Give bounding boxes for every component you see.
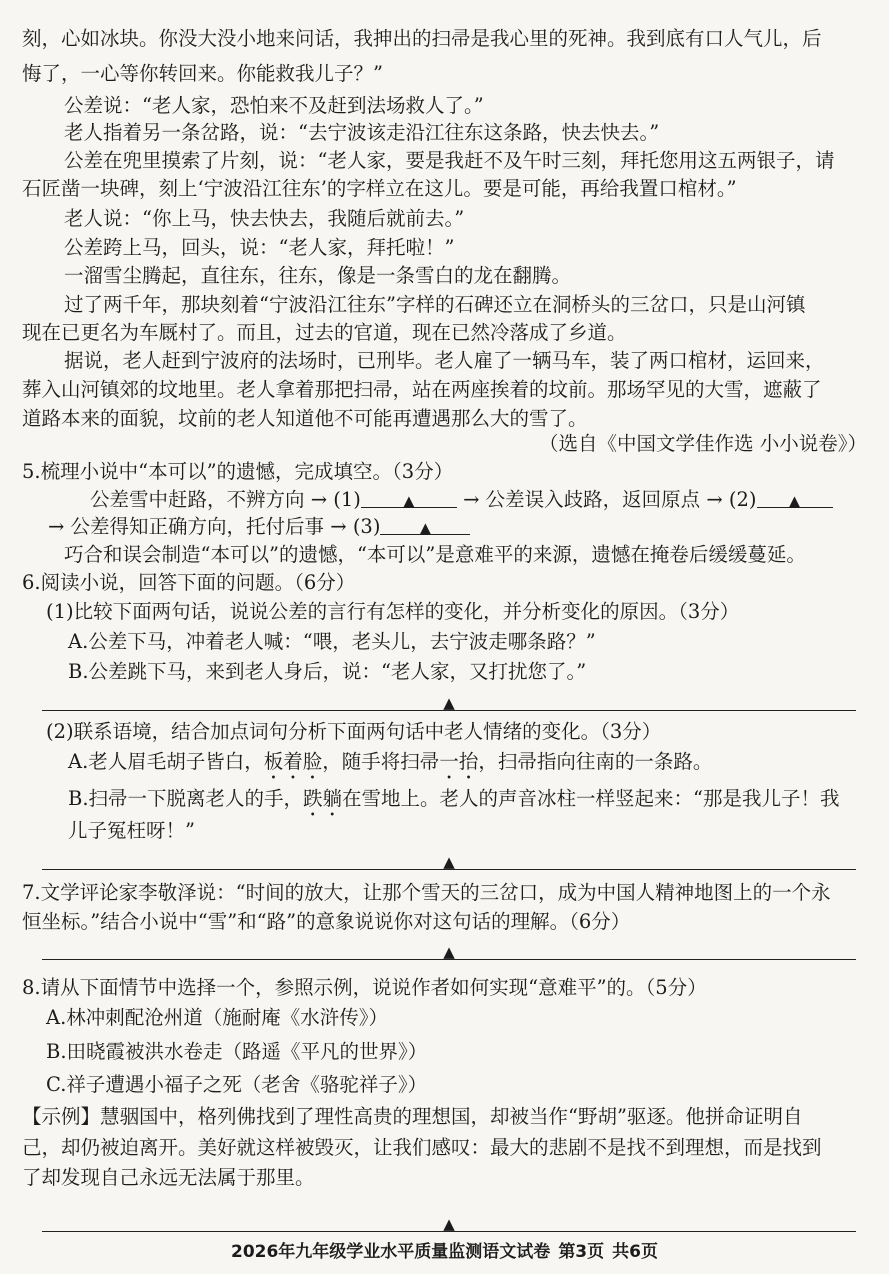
answer-blank-2[interactable] [757, 485, 833, 508]
question-6-2: (2)联系语境，结合加点词句分析下面两句话中老人情绪的变化。（3分） [46, 720, 662, 743]
flow-arrow: → [463, 488, 480, 511]
flow-arrow: → [330, 515, 347, 538]
answer-mark: ▲ [443, 1215, 455, 1233]
answer-mark: ▲ [443, 943, 455, 961]
page-footer [0, 1237, 889, 1267]
question-6-1-a: A.公差下马，冲着老人喊：“喂，老头儿，去宁波走哪条路？” [68, 630, 596, 653]
story-line: 老人说：“你上马，快去快去，我随后就前去。” [64, 207, 465, 230]
answer-mark: ▲ [419, 519, 432, 537]
story-source: （选自《中国文学佳作选 小小说卷》） [539, 432, 867, 455]
footer-total: 共6页 [612, 1242, 658, 1262]
story-line: 现在已更名为车厩村了。而且，过去的官道，现在已然冷落成了乡道。 [22, 321, 627, 344]
flow-arrow: → [48, 515, 65, 538]
story-line: 公差说：“老人家，恐怕来不及赶到法场救人了。” [64, 94, 484, 117]
story-line: 公差跨上马，回头，说：“老人家，拜托啦！” [64, 236, 455, 259]
text: A.老人眉毛胡子皆白， [68, 750, 264, 773]
question-8-option-b: B.田晓霞被洪水卷走（路遥《平凡的世界》） [46, 1040, 428, 1063]
blank-label: (3) [352, 515, 381, 538]
blank-label: (1) [333, 488, 361, 511]
flow-step: 公差雪中赶路，不辨方向 [90, 488, 305, 511]
dotted-word: 一抬 [439, 750, 479, 773]
dotted-word: 跌躺 [303, 787, 343, 810]
question-5-flow-row2 [0, 512, 889, 542]
story-line: 悔了，一心等你转回来。你能救我儿子？” [22, 62, 383, 85]
question-8-example: 了却发现自己永远无法属于那里。 [22, 1166, 315, 1189]
flow-arrow: → [706, 488, 723, 511]
answer-line-8[interactable] [42, 1211, 856, 1232]
story-line: 石匠凿一块碑，刻上‘宁波沿江往东’的字样立在这儿。要是可能，再给我置口棺材。” [22, 177, 737, 200]
question-5-flow-row1 [0, 485, 889, 515]
answer-line-7[interactable] [42, 939, 856, 960]
flow-arrow: → [310, 488, 328, 511]
dotted-word: 板着脸 [263, 750, 323, 773]
story-line: 刻，心如冰块。你没大没小地来问话，我抻出的扫帚是我心里的死神。我到底有口人气儿，后 [22, 27, 822, 50]
answer-mark: ▲ [443, 853, 455, 871]
story-line: 过了两千年，那块刻着“宁波沿江往东”字样的石碑还立在洞桥头的三岔口，只是山河镇 [64, 293, 806, 316]
question-6-1-b: B.公差跳下马，来到老人身后，说：“老人家，又打扰您了。” [68, 660, 587, 683]
answer-line-6-2[interactable] [42, 849, 856, 870]
story-line: 据说，老人赶到宁波府的法场时，已刑毕。老人雇了一辆马车，装了两口棺材，运回来， [64, 349, 825, 372]
answer-blank-1[interactable] [361, 485, 457, 508]
question-7-line: 7.文学评论家李敬泽说：“时间的放大，让那个雪天的三岔口，成为中国人精神地图上的一个永 [22, 881, 831, 904]
flow-step: 公差得知正确方向，托付后事 [70, 515, 325, 538]
question-6-2-b-cont: 儿子冤枉呀！” [68, 819, 195, 842]
flow-step: 公差误入歧路，返回原点 [485, 488, 701, 511]
question-5-title: 5.梳理小说中“本可以”的遗憾，完成填空。（3分） [22, 460, 454, 483]
answer-mark: ▲ [788, 492, 801, 510]
text: ，扫帚指向往南的一条路。 [478, 750, 713, 773]
question-6-2-a [0, 747, 889, 784]
answer-line-6-1[interactable] [42, 690, 856, 711]
story-line: 老人指着另一条岔路，说：“去宁波该走沿江往东这条路，快去快去。” [64, 121, 660, 144]
text: B.扫帚一下脱离老人的手， [68, 787, 304, 810]
question-8-option-a: A.林冲刺配沧州道（施耐庵《水浒传》） [46, 1006, 389, 1029]
answer-mark: ▲ [443, 694, 455, 712]
question-8-title: 8.请从下面情节中选择一个，参照示例，说说作者如何实现“意难平”的。（5分） [22, 976, 707, 999]
answer-blank-3[interactable] [380, 512, 470, 535]
story-line: 公差在兜里摸索了片刻，说：“老人家，要是我赶不及午时三刻，拜托您用这五两银子，请 [64, 149, 835, 172]
answer-mark: ▲ [403, 492, 415, 510]
story-line: 道路本来的面貌，坟前的老人知道他不可能再遭遇那么大的雪了。 [22, 407, 588, 430]
text: 在雪地上。老人的声音冰柱一样竖起来：“那是我儿子！我 [342, 787, 840, 810]
question-8-option-c: C.祥子遭遇小福子之死（老舍《骆驼祥子》） [46, 1073, 428, 1096]
question-6-title: 6.阅读小说，回答下面的问题。（6分） [22, 571, 356, 594]
footer-title: 2026年九年级学业水平质量监测语文试卷 [230, 1242, 551, 1262]
story-line: 一溜雪尘腾起，直往东，往东，像是一条雪白的龙在翻腾。 [64, 264, 572, 287]
footer-page: 第3页 [558, 1242, 605, 1262]
question-8-example: 己，却仍被迫离开。美好就这样被毁灭，让我们感叹：最大的悲剧不是找不到理想，而是找到 [22, 1136, 822, 1159]
blank-label: (2) [728, 488, 757, 511]
question-6-1: (1)比较下面两句话，说说公差的言行有怎样的变化，并分析变化的原因。（3分） [46, 600, 740, 623]
text: ，随手将扫帚 [322, 750, 440, 773]
question-5-note: 巧合和误会制造“本可以”的遗憾，“本可以”是意难平的来源，遗憾在掩卷后缓缓蔓延。 [64, 543, 806, 566]
question-8-example: 【示例】慧骃国中，格列佛找到了理性高贵的理想国，却被当作“野胡”驱逐。他拼命证明自 [22, 1105, 803, 1128]
story-line: 葬入山河镇郊的坟地里。老人拿着那把扫帚，站在两座挨着的坟前。那场罕见的大雪，遮蔽了 [22, 378, 822, 401]
question-7-line: 恒坐标。”结合小说中“雪”和“路”的意象说说你对这句话的理解。（6分） [22, 910, 631, 933]
